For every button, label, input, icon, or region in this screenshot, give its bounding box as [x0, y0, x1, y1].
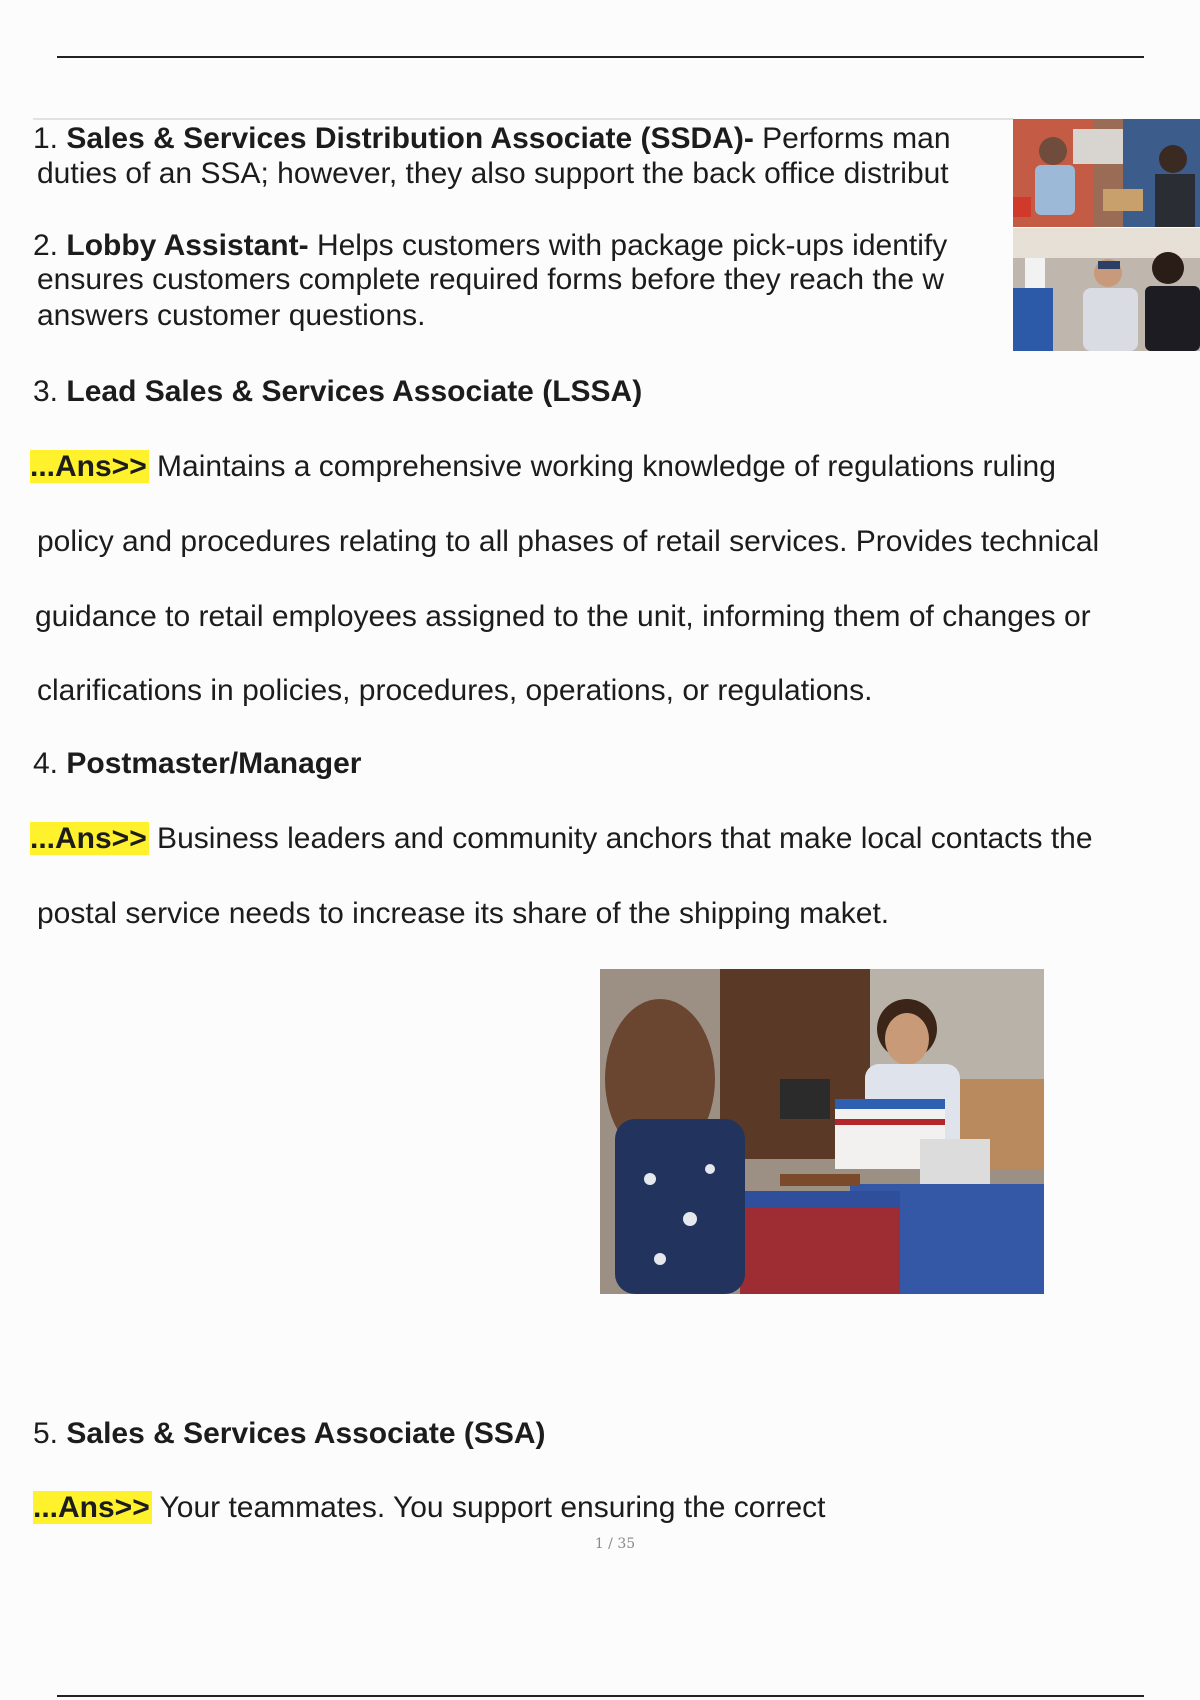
item-2-line-3: [37, 298, 426, 334]
answer-marker: ...Ans>>: [30, 450, 147, 483]
item-3-answer-text-3: guidance to retail employees assigned to the unit, informing them of changes or: [35, 600, 1091, 633]
item-3-answer-line-1: [30, 449, 1056, 485]
answer-marker: ...Ans>>: [33, 1491, 150, 1524]
item-5-answer-line-1: [33, 1490, 825, 1526]
item-3-answer-line-3: [35, 599, 1091, 635]
item-2-text-1: Helps customers with package pick-ups identify: [308, 229, 948, 262]
item-4-answer-text-1: Business leaders and community anchors that make local contacts the: [148, 822, 1093, 855]
item-1-line-1: [33, 121, 951, 157]
item-4-answer-line-1: [30, 821, 1093, 857]
item-3-heading: [33, 374, 642, 410]
answer-marker: ...Ans>>: [30, 822, 147, 855]
item-3-answer-text-2: policy and procedures relating to all phases of retail services. Provides technical: [37, 525, 1100, 558]
item-1-title: Sales & Services Distribution Associate (SSDA)-: [66, 122, 754, 155]
item-3-answer-text-1: Maintains a comprehensive working knowledge of regulations ruling: [148, 450, 1056, 483]
post-office-counter-photo: [600, 969, 1044, 1294]
item-3-number: 3.: [33, 375, 59, 408]
item-3-answer-line-2: [37, 524, 1099, 560]
item-2-line-2: [37, 262, 1000, 298]
item-4-number: 4.: [33, 747, 59, 780]
bottom-rule: [57, 1695, 1144, 1697]
item-1-line-2: [37, 156, 1000, 192]
item-4-title: Postmaster/Manager: [66, 747, 362, 780]
item-2-text-3: answers customer questions.: [37, 299, 426, 332]
item-2-line-1: [33, 228, 947, 264]
lobby-photo-top: [1013, 228, 1200, 351]
item-5-title: Sales & Services Associate (SSA): [66, 1417, 546, 1450]
item-4-answer-line-2: [37, 896, 889, 932]
item-3-title: Lead Sales & Services Associate (LSSA): [66, 375, 643, 408]
item-2-number: 2.: [33, 229, 59, 262]
item-3-answer-line-4: [37, 673, 872, 709]
item-1-text-2: duties of an SSA; however, they also support the back office distribut: [37, 157, 949, 190]
item-1-text-1: Performs man: [753, 122, 951, 155]
item-5-number: 5.: [33, 1417, 59, 1450]
item-5-answer-text-1: Your teammates. You support ensuring the correct: [151, 1491, 826, 1524]
item-4-heading: [33, 746, 361, 782]
page-number: 1 / 35: [594, 1536, 636, 1552]
item-1-number: 1.: [33, 122, 59, 155]
item-2-title: Lobby Assistant-: [66, 229, 309, 262]
item-5-heading: [33, 1416, 546, 1452]
header-divider: [33, 118, 1013, 120]
item-3-answer-text-4: clarifications in policies, procedures, operations, or regulations.: [37, 674, 873, 707]
clerk-photo-top: [1013, 119, 1200, 227]
item-2-text-2: ensures customers complete required forms before they reach the w: [37, 263, 945, 296]
top-rule: [57, 56, 1144, 58]
item-4-answer-text-2: postal service needs to increase its share of the shipping maket.: [37, 897, 890, 930]
